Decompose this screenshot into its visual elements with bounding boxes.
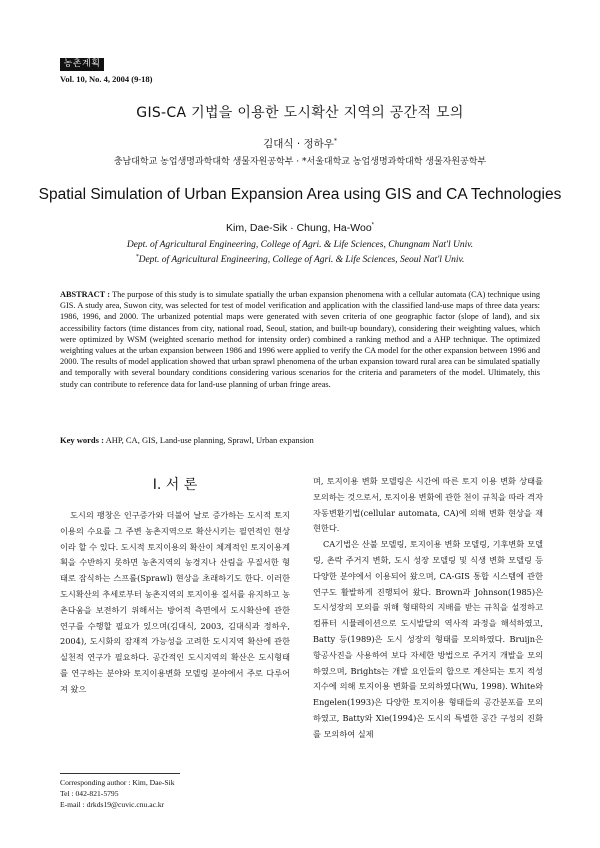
keywords <box>60 435 540 445</box>
body-column-left <box>60 508 290 698</box>
english-affiliation-2-star: * <box>135 253 139 260</box>
footnote <box>60 777 290 810</box>
korean-author-names: 김대식 · 정하우 <box>263 138 334 150</box>
english-author-names: Kim, Dae-Sik · Chung, Ha-Woo <box>225 222 372 234</box>
korean-author-star: * <box>333 137 337 145</box>
body-column-right <box>313 474 543 743</box>
body-paragraph: 도시의 팽창은 인구증가와 더불어 날로 증가하는 도시적 토지이용의 수요를 그 주변 농촌지역으로 확산시키는 필연적인 현상이라 할 수 있다. 도시적 토지이용의 확산이 체계적인 토지이용계획을 수반하지 못하면 농촌지역의 농경지나 산림을 무질서한 형태로 잠식하는 스프롤(Sprawl) 현상을 초래하기도 한다. 이러한 도시확산의 추세로부터 농촌지역의 토지이용 질서를 유지하고 농촌다움을 보전하기 위해서는 방어적 측면에서 도시확산에 관한 연구를 수행할 필요가 있으며(김대식, 2003, 김대식과 정하우, 2004), 도시화의 잠재적 가능성을 고려한 도시지역 확산에 관한 실천적 연구가 필요하다. 공간적인 도시지역의 확산은 도시형태를 연구하는 분야와 토지이용변화 모델링 분야에서 주로 다루어져 왔으 <box>60 510 290 694</box>
english-authors <box>0 222 600 234</box>
volume-info: Vol. 10, No. 4, 2004 (9-18) <box>60 74 153 84</box>
journal-badge: 농촌계획 <box>60 58 104 71</box>
footnote-divider <box>60 773 180 774</box>
abstract <box>60 289 540 390</box>
keywords-text: AHP, CA, GIS, Land-use planning, Sprawl, Urban expansion <box>105 435 314 445</box>
korean-title: GIS-CA 기법을 이용한 도시확산 지역의 공간적 모의 <box>136 105 464 121</box>
english-title: Spatial Simulation of Urban Expansion Area using GIS and CA Technologies <box>38 186 562 203</box>
abstract-text: The purpose of this study is to simulate spatially the urban expansion phenomena with a cellular automata (CA) technique using GIS. A study area, Suwon city, was selected for test of model verification and application with the classified land-use maps of three data years: 1986, 1996, and 2000. The urbanized potential maps were generated with seven criteria of one geographic factor (slope of land), and six accessibility factors (time distances from city, national road, Seoul, station, and built-up boundary), considering their weighting values, which were optimized by WSM (weighted scenario method for intensity order) combined a ranking method and a AHP technique. The optimized weighting values at the urban expansion between 1986 and 1996 were applied to verify the CA model for the other expansion between 1996 and 2000. The results of model application showed that urban sprawl phenomena of the urban expansion toward rural area can be simulated spatially and temporally with several boundary conditions considering various scenarios for the criteria and parameters of the model. Ultimately, this study can contribute to reference data for land-use planning of urban fringe areas. <box>60 290 540 389</box>
korean-affiliation: 충남대학교 농업생명과학대학 생물자원공학부 · *서울대학교 농업생명과학대학 생물자원공학부 <box>113 157 487 167</box>
keywords-label: Key words : <box>60 435 104 445</box>
english-affiliation-1: Dept. of Agricultural Engineering, College of Agri. & Life Sciences, Chungnam Nat'l Univ. <box>126 240 474 250</box>
english-affiliation-2 <box>0 255 600 265</box>
korean-authors <box>0 136 600 151</box>
body-paragraph-continued: 며, 토지이용 변화 모델링은 시간에 따른 토지 이용 변화 상태를 모의하는 것으로서, 토지이용 변화에 관한 천이 규칙을 따라 격자자동변환기법(cellular automata, CA)에 의해 변화 현상을 재현한다. <box>313 476 543 534</box>
english-affiliation-2-text: Dept. of Agricultural Engineering, College of Agri. & Life Sciences, Seoul Nat'l Univ. <box>138 255 465 265</box>
section-heading-introduction: I. 서 론 <box>152 477 198 493</box>
footnote-tel: Tel : 042-821-5795 <box>60 789 119 798</box>
english-author-star: * <box>371 222 375 229</box>
footnote-author: Corresponding author : Kim, Dae-Sik <box>60 778 175 787</box>
footnote-email: E-mail : drkds19@cuvic.cnu.ac.kr <box>60 800 165 809</box>
abstract-label: ABSTRACT : <box>60 290 110 299</box>
body-paragraph: CA기법은 산불 모델링, 토지이용 변화 모델링, 기후변화 모델링, 촌락 주거지 변화, 도시 성장 모델링 및 식생 변화 모델링 등 다양한 분야에서 이용되어 왔으며, CA-GIS 통합 시스템에 관한 연구도 활발하게 진행되어 왔다. Brown과 Johnson(1985)은 도시성장의 모의를 위해 형태학의 지배를 받는 규칙을 설정하고 컴퓨터 시뮬레이션으로 도시발달의 역사적 과정을 해석하였고, Batty 등(1989)은 도시 성장의 형태를 모의하였다. Bruijn은 항공사진을 사용하여 보다 자세한 방법으로 주거지 개발을 모의하였으며, Brights는 개발 요인들의 합으로 계산되는 토지 적성 지수에 의해 토지이용 변화를 모의하였다(Wu, 1998). White와 Engelen(1993)은 다양한 토지이용 형태들의 공간분포를 모의하였고, Batty와 Xie(1994)은 도시의 특별한 공간 구성의 진화를 모의하여 실제 <box>313 539 543 739</box>
